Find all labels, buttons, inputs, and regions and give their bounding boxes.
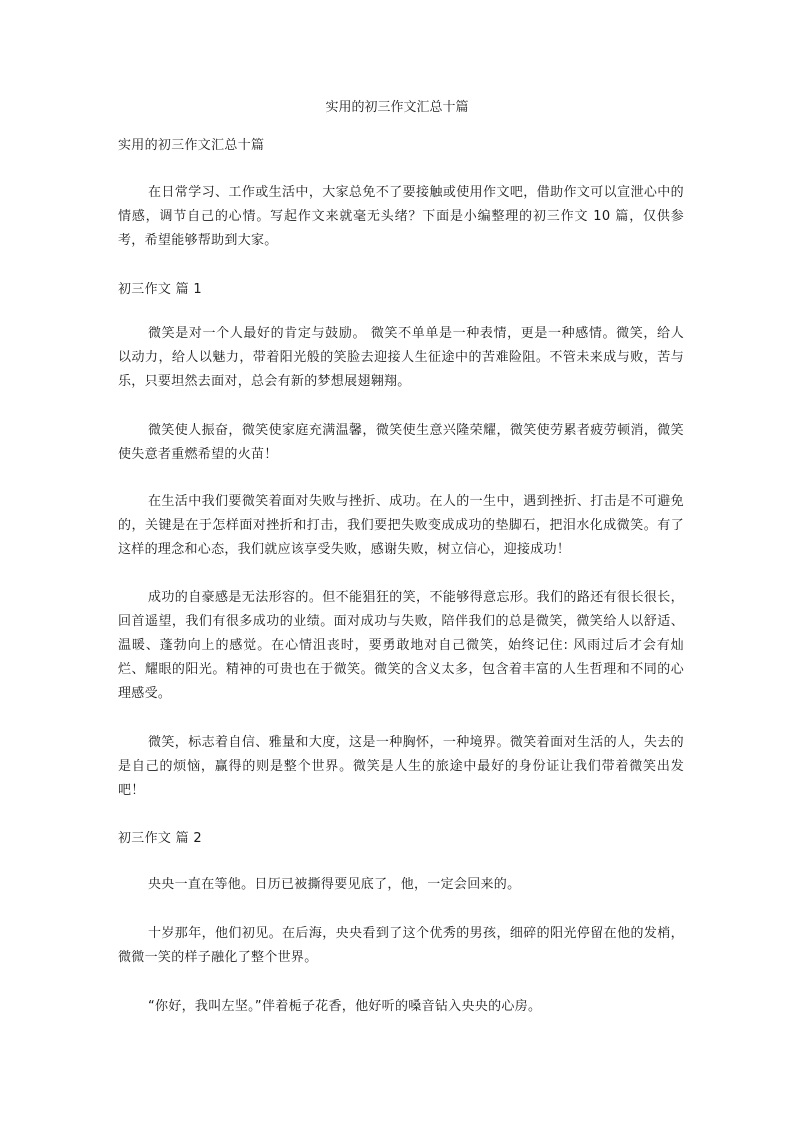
section-heading: 初三作文 篇 1: [118, 282, 202, 297]
body-paragraph: 在生活中我们要微笑着面对失败与挫折、成功。在人的一生中，遇到挫折、打击是不可避免的，关键是在于怎样面对挫折和打击，我们要把失败变成成功的垫脚石，把泪水化成微笑。有了这样的理念和心态，我们就应该享受失败，感谢失败，树立信心，迎接成功！: [118, 494, 684, 557]
body-paragraph: 成功的自豪感是无法形容的。但不能猖狂的笑，不能够得意忘形。我们的路还有很长很长，回首遥望，我们有很多成功的业绩。面对成功与失败，陪伴我们的总是微笑，微笑给人以舒适、温暖、蓬勃向上的感觉。在心情沮丧时，要勇敢地对自己微笑，始终记住: 风雨过后才会有灿烂、耀眼的阳光。精神的可贵也在于微笑。微笑的含义太多，包含着丰富的人生哲理和不同的心理感受。: [118, 590, 684, 701]
document-subtitle: 实用的初三作文汇总十篇: [118, 138, 265, 153]
intro-paragraph: 在日常学习、工作或生活中，大家总免不了要接触或使用作文吧，借助作文可以宣泄心中的情感，调节自己的心情。写起作文来就毫无头绪？下面是小编整理的初三作文 10 篇，仅供参考，希望能够帮助到大家。: [118, 185, 684, 248]
body-paragraph: 微笑，标志着自信、雅量和大度，这是一种胸怀，一种境界。微笑着面对生活的人，失去的是自己的烦恼，赢得的则是整个世界。微笑是人生的旅途中最好的身份证让我们带着微笑出发吧！: [118, 735, 684, 798]
body-paragraph: 微笑使人振奋，微笑使家庭充满温馨，微笑使生意兴隆荣耀，微笑使劳累者疲劳顿消，微笑使失意者重燃希望的火苗！: [118, 423, 684, 462]
body-paragraph: 央央一直在等他。日历已被撕得要见底了，他，一定会回来的。: [148, 877, 521, 892]
body-paragraph: “你好，我叫左坚。”伴着栀子花香，他好听的嗓音钻入央央的心房。: [148, 999, 542, 1014]
document-title: 实用的初三作文汇总十篇: [325, 100, 469, 115]
section-heading: 初三作文 篇 2: [118, 831, 202, 846]
body-paragraph: 微笑是对一个人最好的肯定与鼓励。 微笑不单单是一种表情，更是一种感情。微笑，给人以动力，给人以魅力，带着阳光般的笑脸去迎接人生征途中的苦难险阻。不管未来成与败，苦与乐，只要坦然去面对，总会有新的梦想展翅翱翔。: [118, 326, 684, 389]
body-paragraph: 十岁那年，他们初见。在后海，央央看到了这个优秀的男孩，细碎的阳光停留在他的发梢，微微一笑的样子融化了整个世界。: [118, 926, 684, 965]
